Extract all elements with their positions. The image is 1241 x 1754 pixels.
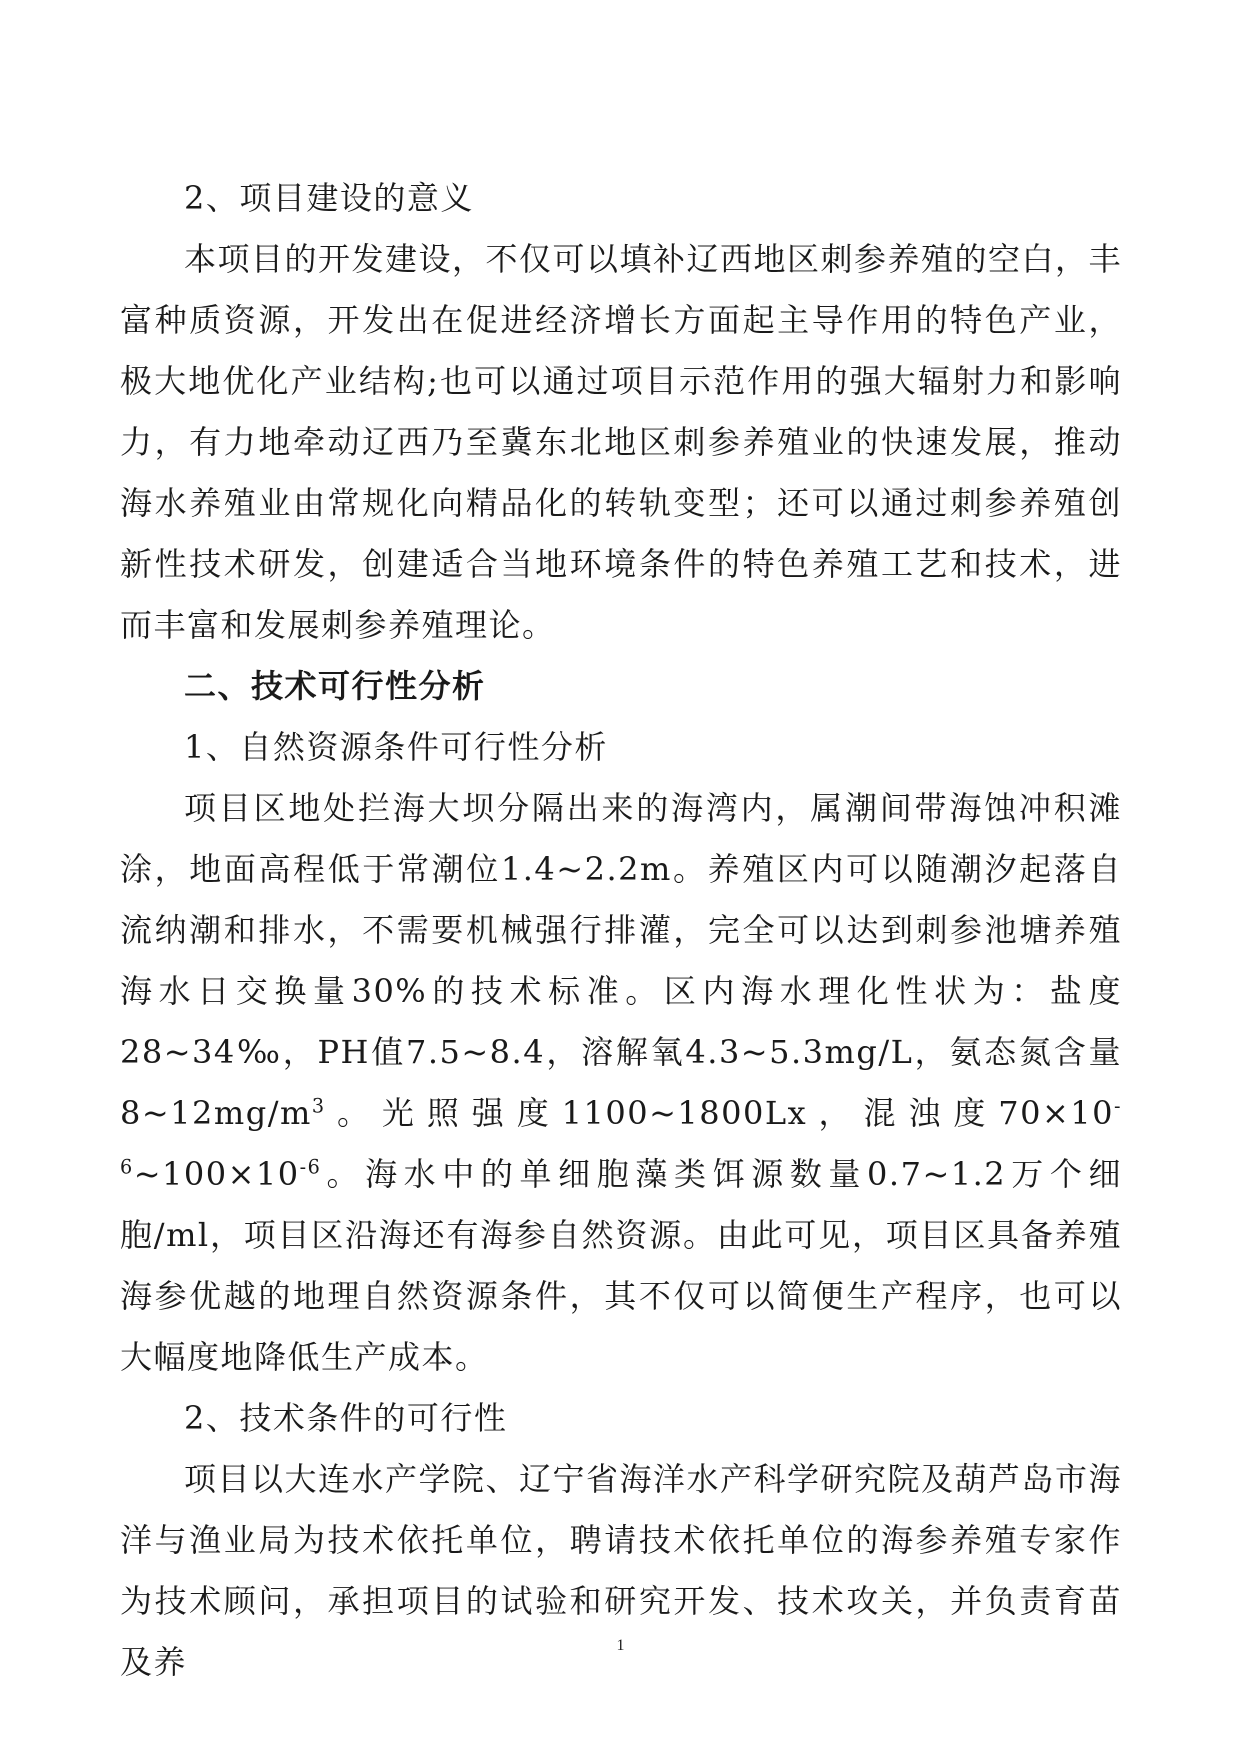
superscript-neg6-b: -6 bbox=[299, 1155, 322, 1179]
page-number: 1 bbox=[616, 1637, 625, 1654]
subsection-heading-natural-resources: 1、自然资源条件可行性分析 bbox=[184, 728, 608, 766]
natural-text-3: ~100×10 bbox=[133, 1155, 300, 1193]
paragraph-natural-resources bbox=[120, 778, 1122, 1388]
superscript-neg6-a: -6 bbox=[120, 1094, 1122, 1179]
paragraph-tech-conditions: 项目以大连水产学院、辽宁省海洋水产科学研究院及葫芦岛市海洋与渔业局为技术依托单位，聘请技术依托单位的海参养殖专家作为技术顾问，承担项目的试验和研究开发、技术攻关，并负责育苗及养 bbox=[120, 1460, 1123, 1681]
subsection-heading-tech-conditions: 2、技术条件的可行性 bbox=[184, 1399, 508, 1437]
section-heading-significance: 2、项目建设的意义 bbox=[184, 179, 474, 217]
natural-text-2: 。光照强度1100~1800Lx，混浊度70×10 bbox=[325, 1094, 1115, 1132]
superscript-3: 3 bbox=[311, 1094, 326, 1118]
document-body bbox=[120, 168, 1122, 1693]
paragraph-significance: 本项目的开发建设，不仅可以填补辽西地区刺参养殖的空白，丰富种质资源，开发出在促进经济增长方面起主导作用的特色产业，极大地优化产业结构;也可以通过项目示范作用的强大辐射力和影响力，有力地牵动辽西乃至冀东北地区刺参养殖业的快速发展，推动海水养殖业由常规化向精品化的转轨变型；还可以通过刺参养殖创新性技术研发，创建适合当地环境条件的特色养殖工艺和技术，进而丰富和发展刺参养殖理论。 bbox=[120, 240, 1123, 644]
section-heading-tech-feasibility: 二、技术可行性分析 bbox=[184, 667, 486, 705]
natural-text-1: 项目区地处拦海大坝分隔出来的海湾内，属潮间带海蚀冲积滩涂，地面高程低于常潮位1.4~2.2m。养殖区内可以随潮汐起落自流纳潮和排水，不需要机械强行排灌，完全可以达到刺参池塘养殖海水日交换量30%的技术标准。区内海水理化性状为：盐度28~34‰，PH值7.5~8.4，溶解氧4.3~5.3mg/L，氨态氮含量8~12mg/m bbox=[120, 789, 1122, 1132]
natural-text-4: 。海水中的单细胞藻类饵源数量0.7~1.2万个细胞/ml，项目区沿海还有海参自然资源。由此可见，项目区具备养殖海参优越的地理自然资源条件，其不仅可以简便生产程序，也可以大幅度地降低生产成本。 bbox=[120, 1155, 1122, 1376]
